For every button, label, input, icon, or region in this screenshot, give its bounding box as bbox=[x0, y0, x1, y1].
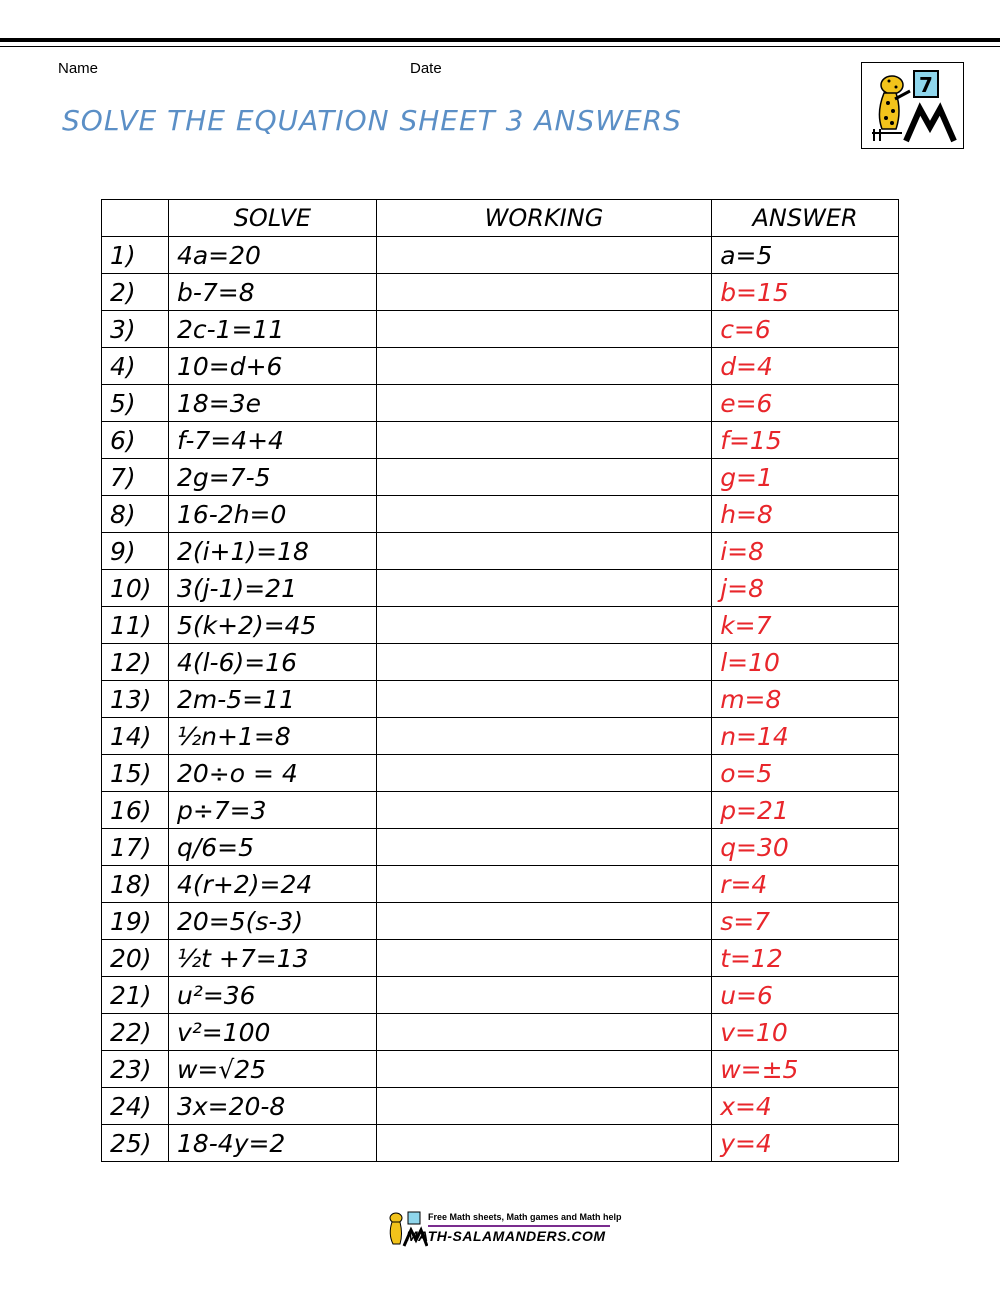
answer-cell: k=7 bbox=[712, 607, 899, 644]
name-label: Name bbox=[58, 60, 99, 77]
equation-cell: 2c-1=11 bbox=[168, 311, 376, 348]
table-row bbox=[102, 1014, 899, 1051]
table-row bbox=[102, 274, 899, 311]
working-cell[interactable] bbox=[376, 644, 711, 681]
row-number: 10) bbox=[102, 570, 169, 607]
column-header-working: WORKING bbox=[376, 200, 711, 237]
working-cell[interactable] bbox=[376, 718, 711, 755]
answer-cell: j=8 bbox=[712, 570, 899, 607]
row-number: 23) bbox=[102, 1051, 169, 1088]
equation-cell: 4(r+2)=24 bbox=[168, 866, 376, 903]
table-row bbox=[102, 718, 899, 755]
table-row bbox=[102, 866, 899, 903]
row-number: 5) bbox=[102, 385, 169, 422]
equation-cell: 4a=20 bbox=[168, 237, 376, 274]
row-number: 18) bbox=[102, 866, 169, 903]
answer-cell: c=6 bbox=[712, 311, 899, 348]
table-row bbox=[102, 792, 899, 829]
answer-cell: o=5 bbox=[712, 755, 899, 792]
table-row bbox=[102, 977, 899, 1014]
answer-cell: b=15 bbox=[712, 274, 899, 311]
equation-cell: u²=36 bbox=[168, 977, 376, 1014]
answer-cell: d=4 bbox=[712, 348, 899, 385]
working-cell[interactable] bbox=[376, 496, 711, 533]
working-cell[interactable] bbox=[376, 792, 711, 829]
top-rule-thin bbox=[0, 46, 1000, 47]
answer-cell: i=8 bbox=[712, 533, 899, 570]
working-cell[interactable] bbox=[376, 533, 711, 570]
answer-cell: e=6 bbox=[712, 385, 899, 422]
equation-cell: ½n+1=8 bbox=[168, 718, 376, 755]
answer-cell: n=14 bbox=[712, 718, 899, 755]
answer-cell: q=30 bbox=[712, 829, 899, 866]
answer-cell: u=6 bbox=[712, 977, 899, 1014]
table-row bbox=[102, 607, 899, 644]
row-number: 19) bbox=[102, 903, 169, 940]
table-row bbox=[102, 940, 899, 977]
equation-cell: 2m-5=11 bbox=[168, 681, 376, 718]
working-cell[interactable] bbox=[376, 607, 711, 644]
answer-cell: f=15 bbox=[712, 422, 899, 459]
row-number: 9) bbox=[102, 533, 169, 570]
working-cell[interactable] bbox=[376, 1125, 711, 1162]
row-number: 2) bbox=[102, 274, 169, 311]
table-row bbox=[102, 311, 899, 348]
equation-cell: 18=3e bbox=[168, 385, 376, 422]
working-cell[interactable] bbox=[376, 1051, 711, 1088]
equation-cell: 2(i+1)=18 bbox=[168, 533, 376, 570]
footer-site-name[interactable]: MATH-SALAMANDERS.COM bbox=[406, 1228, 606, 1244]
equation-cell: 20÷o = 4 bbox=[168, 755, 376, 792]
answer-cell: l=10 bbox=[712, 644, 899, 681]
table-row bbox=[102, 348, 899, 385]
working-cell[interactable] bbox=[376, 459, 711, 496]
table-row bbox=[102, 829, 899, 866]
equation-cell: p÷7=3 bbox=[168, 792, 376, 829]
answer-cell: v=10 bbox=[712, 1014, 899, 1051]
row-number: 8) bbox=[102, 496, 169, 533]
answer-cell: r=4 bbox=[712, 866, 899, 903]
answer-cell: h=8 bbox=[712, 496, 899, 533]
row-number: 20) bbox=[102, 940, 169, 977]
footer-divider bbox=[428, 1225, 610, 1227]
table-row bbox=[102, 644, 899, 681]
answer-cell: p=21 bbox=[712, 792, 899, 829]
working-cell[interactable] bbox=[376, 237, 711, 274]
salamander-logo bbox=[861, 62, 964, 149]
working-cell[interactable] bbox=[376, 755, 711, 792]
answer-cell: g=1 bbox=[712, 459, 899, 496]
equation-cell: b-7=8 bbox=[168, 274, 376, 311]
table-row bbox=[102, 496, 899, 533]
working-cell[interactable] bbox=[376, 866, 711, 903]
row-number: 14) bbox=[102, 718, 169, 755]
answer-cell: s=7 bbox=[712, 903, 899, 940]
equation-cell: 3(j-1)=21 bbox=[168, 570, 376, 607]
table-header-row bbox=[102, 200, 899, 237]
working-cell[interactable] bbox=[376, 422, 711, 459]
equation-cell: 16-2h=0 bbox=[168, 496, 376, 533]
table-row bbox=[102, 903, 899, 940]
equation-cell: w=√25 bbox=[168, 1051, 376, 1088]
row-number: 21) bbox=[102, 977, 169, 1014]
working-cell[interactable] bbox=[376, 385, 711, 422]
row-number: 22) bbox=[102, 1014, 169, 1051]
table-row bbox=[102, 681, 899, 718]
working-cell[interactable] bbox=[376, 570, 711, 607]
row-number: 3) bbox=[102, 311, 169, 348]
equation-cell: f-7=4+4 bbox=[168, 422, 376, 459]
top-rule bbox=[0, 38, 1000, 42]
row-number: 25) bbox=[102, 1125, 169, 1162]
working-cell[interactable] bbox=[376, 1014, 711, 1051]
column-header-solve: SOLVE bbox=[168, 200, 376, 237]
date-label: Date bbox=[410, 60, 442, 77]
table-row bbox=[102, 1088, 899, 1125]
row-number: 11) bbox=[102, 607, 169, 644]
equation-cell: 10=d+6 bbox=[168, 348, 376, 385]
table-row bbox=[102, 755, 899, 792]
answer-cell: a=5 bbox=[712, 237, 899, 274]
working-cell[interactable] bbox=[376, 348, 711, 385]
row-number: 13) bbox=[102, 681, 169, 718]
footer-branding bbox=[384, 1208, 622, 1250]
row-number: 15) bbox=[102, 755, 169, 792]
equation-cell: 20=5(s-3) bbox=[168, 903, 376, 940]
working-cell[interactable] bbox=[376, 1088, 711, 1125]
equation-cell: q/6=5 bbox=[168, 829, 376, 866]
answer-cell: t=12 bbox=[712, 940, 899, 977]
equation-cell: 3x=20-8 bbox=[168, 1088, 376, 1125]
table-row bbox=[102, 1051, 899, 1088]
row-number: 1) bbox=[102, 237, 169, 274]
row-number: 7) bbox=[102, 459, 169, 496]
working-cell[interactable] bbox=[376, 940, 711, 977]
page-title: SOLVE THE EQUATION SHEET 3 ANSWERS bbox=[62, 104, 682, 137]
row-number: 12) bbox=[102, 644, 169, 681]
table-row bbox=[102, 459, 899, 496]
table-row bbox=[102, 1125, 899, 1162]
row-number: 4) bbox=[102, 348, 169, 385]
answer-cell: m=8 bbox=[712, 681, 899, 718]
row-number: 17) bbox=[102, 829, 169, 866]
footer-tagline: Free Math sheets, Math games and Math help bbox=[428, 1212, 622, 1222]
equation-cell: 5(k+2)=45 bbox=[168, 607, 376, 644]
column-header-number bbox=[102, 200, 169, 237]
working-cell[interactable] bbox=[376, 977, 711, 1014]
answer-cell: x=4 bbox=[712, 1088, 899, 1125]
table-row bbox=[102, 237, 899, 274]
equation-cell: 18-4y=2 bbox=[168, 1125, 376, 1162]
equation-cell: 2g=7-5 bbox=[168, 459, 376, 496]
answer-cell: w=±5 bbox=[712, 1051, 899, 1088]
table-row bbox=[102, 533, 899, 570]
working-cell[interactable] bbox=[376, 829, 711, 866]
equation-cell: v²=100 bbox=[168, 1014, 376, 1051]
working-cell[interactable] bbox=[376, 903, 711, 940]
working-cell[interactable] bbox=[376, 311, 711, 348]
working-cell[interactable] bbox=[376, 681, 711, 718]
row-number: 24) bbox=[102, 1088, 169, 1125]
equation-cell: ½t +7=13 bbox=[168, 940, 376, 977]
table-row bbox=[102, 385, 899, 422]
equation-table bbox=[101, 199, 899, 1162]
answer-cell: y=4 bbox=[712, 1125, 899, 1162]
working-cell[interactable] bbox=[376, 274, 711, 311]
table-row bbox=[102, 422, 899, 459]
logo-badge-number: 7 bbox=[919, 73, 933, 97]
column-header-answer: ANSWER bbox=[712, 200, 899, 237]
row-number: 6) bbox=[102, 422, 169, 459]
row-number: 16) bbox=[102, 792, 169, 829]
equation-cell: 4(l-6)=16 bbox=[168, 644, 376, 681]
table-row bbox=[102, 570, 899, 607]
